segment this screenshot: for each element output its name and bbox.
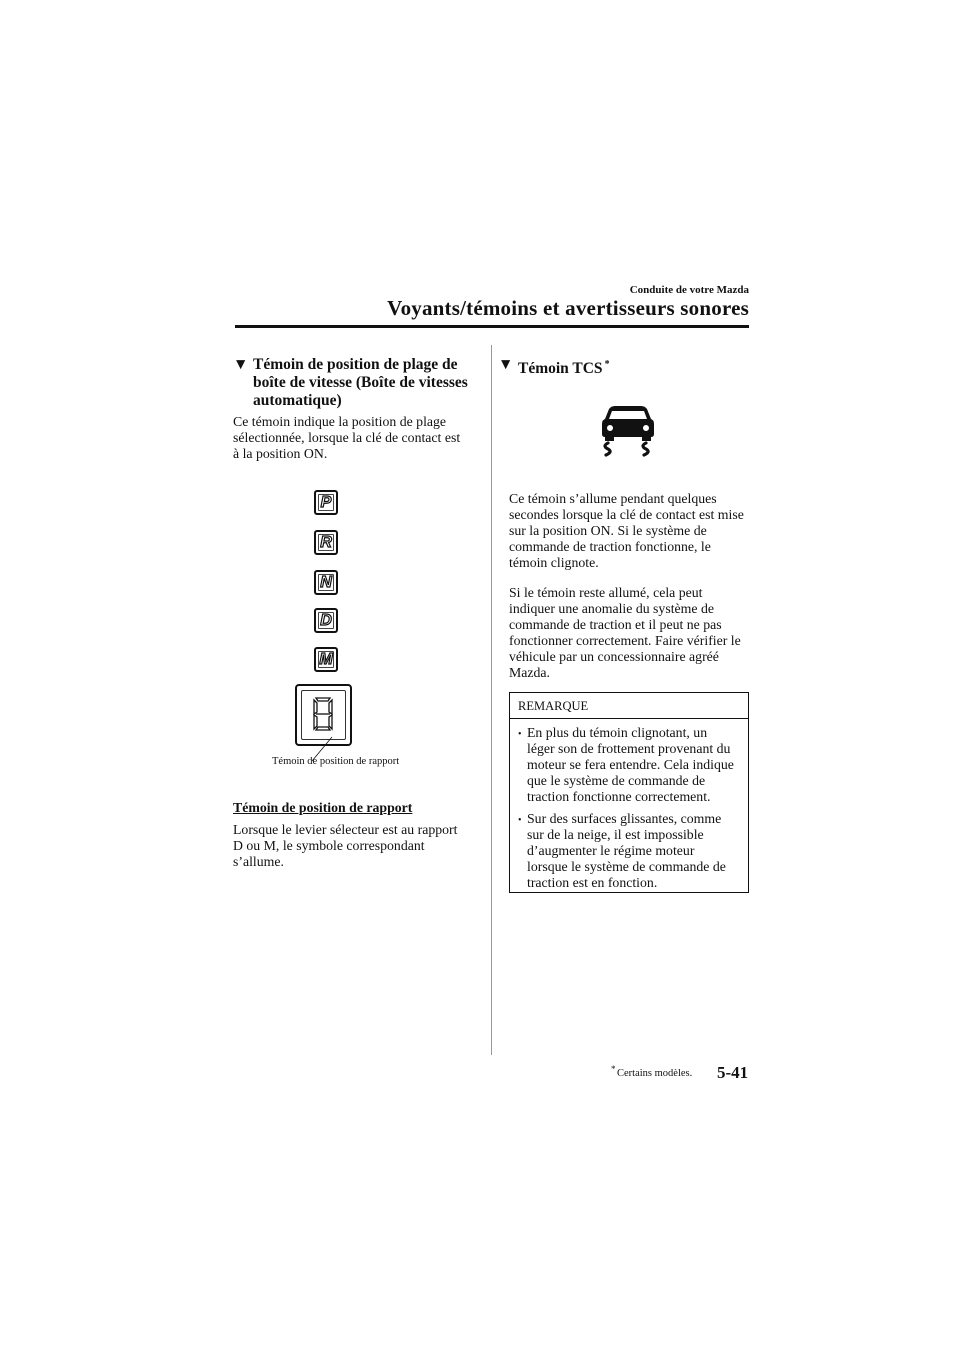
figure-caption: Témoin de position de rapport — [272, 756, 400, 767]
note-bullet1-line-1: En plus du témoin clignotant, un — [527, 725, 708, 740]
page-number: 5-41 — [717, 1063, 749, 1082]
note-bullet1-line-4: que le système de commande de — [527, 773, 706, 788]
page-title: Voyants/témoins et avertisseurs sonores — [387, 296, 749, 320]
right-heading — [498, 356, 748, 378]
right-para2-line-5: véhicule par un concessionnaire agréé — [509, 649, 719, 664]
left-intro-line-1: Ce témoin indique la position de plage — [233, 414, 447, 429]
gear-d-indicator — [314, 608, 338, 633]
note-bullet2-line-5: traction est en fonction. — [527, 875, 658, 890]
note-bullet2-line-4: lorsque le système de commande de — [527, 859, 726, 874]
seven-segment-icon — [311, 696, 335, 732]
left-heading — [233, 356, 478, 410]
left-body-line-3: s’allume. — [233, 854, 284, 869]
bullet-icon: • — [518, 815, 522, 826]
tcs-skid-car-icon — [599, 405, 657, 457]
note-bullet2-line-2: sur de la neige, il est impossible — [527, 827, 704, 842]
gear-p-letter: P — [318, 494, 334, 511]
right-para1-line-1: Ce témoin s’allume pendant quelques — [509, 491, 717, 506]
gear-n-letter: N — [318, 574, 334, 591]
left-subheading: Témoin de position de rapport — [233, 800, 413, 815]
note-divider — [509, 718, 749, 719]
left-heading-text: Témoin de position de plage de boîte de vitesse (Boîte de vitesses automatique) — [253, 356, 468, 409]
triangle-marker-icon: ▼ — [233, 356, 249, 373]
note-bullet2-line-1: Sur des surfaces glissantes, comme — [527, 811, 722, 826]
right-para1-line-4: commande de traction fonctionne, le — [509, 539, 711, 554]
gear-m-letter: M — [319, 650, 333, 668]
optional-star-icon: * — [604, 359, 610, 370]
footer-star-icon: * — [611, 1064, 616, 1074]
right-para2-line-3: commande de traction et il peut ne pas — [509, 617, 722, 632]
note-bullet2-line-3: d’augmenter le régime moteur — [527, 843, 695, 858]
right-para2-line-1: Si le témoin reste allumé, cela peut — [509, 585, 703, 600]
column-divider — [491, 345, 492, 1055]
right-para1-line-2: secondes lorsque la clé de contact est mise — [509, 507, 744, 522]
gear-m-indicator — [314, 647, 338, 672]
left-body-line-2: D ou M, le symbole correspondant — [233, 838, 425, 853]
note-bullet1-line-5: traction fonctionne correctement. — [527, 789, 711, 804]
gear-d-letter: D — [318, 612, 334, 629]
gear-r-letter: R — [318, 534, 334, 551]
right-para2-line-6: Mazda. — [509, 665, 550, 680]
right-para2-line-4: fonctionner correctement. Faire vérifier le — [509, 633, 741, 648]
header-rule — [235, 325, 749, 328]
right-para2-line-2: indiquer une anomalie du système de — [509, 601, 714, 616]
note-bullet1-line-2: léger son de frottement provenant du — [527, 741, 731, 756]
bullet-icon: • — [518, 729, 522, 740]
right-heading-text: Témoin TCS — [518, 360, 603, 378]
left-intro-line-2: sélectionnée, lorsque la clé de contact est — [233, 430, 461, 445]
section-label: Conduite de votre Mazda — [629, 284, 749, 296]
gear-r-indicator — [314, 530, 338, 555]
gear-n-indicator — [314, 570, 338, 595]
right-para1-line-3: sur la position ON. Si le système de — [509, 523, 707, 538]
left-body-line-1: Lorsque le levier sélecteur est au rapport — [233, 822, 458, 837]
footer-note: Certains modèles. — [617, 1068, 693, 1079]
note-title: REMARQUE — [518, 699, 589, 713]
right-para1-line-5: témoin clignote. — [509, 555, 599, 570]
left-intro-line-3: à la position ON. — [233, 446, 328, 461]
triangle-marker-icon: ▼ — [498, 356, 514, 373]
note-bullet1-line-3: moteur se fera entendre. Cela indique — [527, 757, 734, 772]
gear-p-indicator — [314, 490, 338, 515]
